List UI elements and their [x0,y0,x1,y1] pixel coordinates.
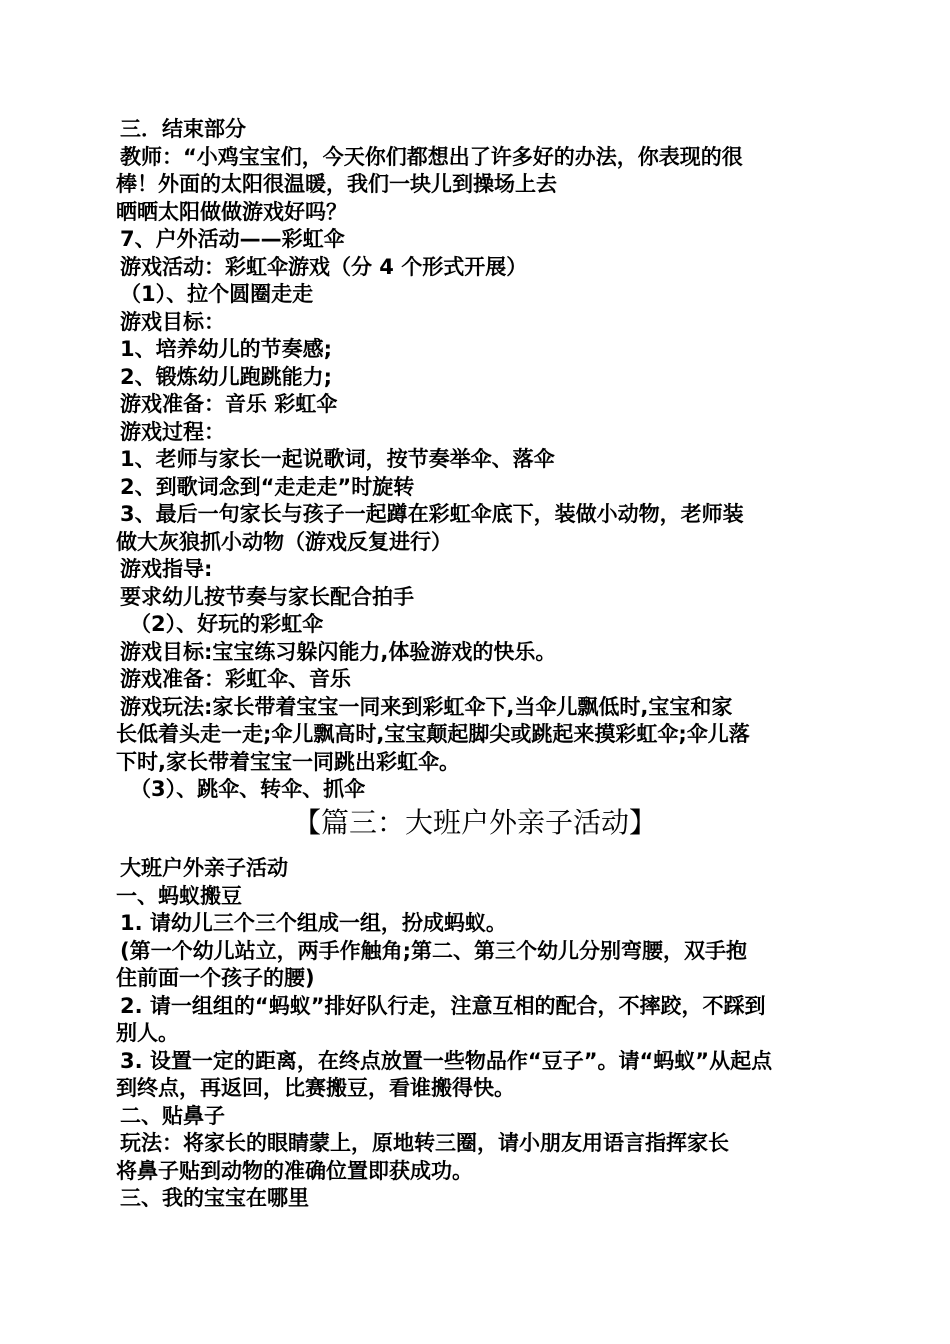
text-line: 一、蚂蚁搬豆 [116,883,242,908]
text-line: 游戏准备：音乐 彩虹伞 [120,392,338,416]
section-a-text [116,116,836,804]
text-line: 1. 请幼儿三个三个组成一组，扮成蚂蚁。 [120,911,507,935]
text-line: 做大灰狼抓小动物（游戏反复进行） [116,529,452,554]
text-line: 游戏过程： [120,419,225,444]
text-line: 游戏目标:宝宝练习躲闪能力,体验游戏的快乐。 [120,639,557,664]
text-line: 将鼻子贴到动物的准确位置即获成功。 [116,1158,473,1183]
text-line: 别人。 [116,1021,179,1045]
text-line: （3）、跳伞、转伞、抓伞 [130,777,366,801]
text-line: 三、我的宝宝在哪里 [120,1186,309,1210]
section-b-text [116,855,836,1213]
text-line: 玩法：将家长的眼睛蒙上，原地转三圈，请小朋友用语言指挥家长 [120,1131,729,1155]
text-line: 住前面一个孩子的腰) [116,966,315,990]
text-line: 三．结束部分 [120,117,246,141]
text-line: （2）、好玩的彩虹伞 [130,612,324,636]
text-line: 游戏指导: [120,557,213,581]
text-line: 二、贴鼻子 [120,1103,225,1128]
text-line: 2、到歌词念到“走走走”时旋转 [120,474,415,499]
text-line: 棒！外面的太阳很温暖，我们一块儿到操场上去 [116,172,557,196]
text-line: 游戏活动：彩虹伞游戏（分 4 个形式开展） [120,254,528,279]
text-line: 长低着头走一走;伞儿飘高时,宝宝颠起脚尖或跳起来摸彩虹伞;伞儿落 [116,722,750,746]
text-line: 要求幼儿按节奏与家长配合拍手 [120,584,414,609]
text-line: 下时,家长带着宝宝一同跳出彩虹伞。 [116,749,460,774]
text-line: 1、老师与家长一起说歌词，按节奏举伞、落伞 [120,447,555,471]
text-line: 晒晒太阳做做游戏好吗？ [116,199,347,224]
text-line: 到终点，再返回，比赛搬豆，看谁搬得快。 [116,1076,515,1100]
text-line: 3、最后一句家长与孩子一起蹲在彩虹伞底下，装做小动物，老师装 [120,502,744,526]
text-line: 7、户外活动——彩虹伞 [120,227,345,251]
text-line: 2. 请一组组的“蚂蚁”排好队行走，注意互相的配合，不摔跤，不踩到 [120,993,766,1018]
text-line: 游戏玩法:家长带着宝宝一同来到彩虹伞下,当伞儿飘低时,宝宝和家 [120,694,733,719]
section-heading: 【篇三：大班户外亲子活动】 [292,806,657,839]
text-line: (第一个幼儿站立，两手作触角;第二、第三个幼儿分别弯腰，双手抱 [120,938,747,963]
text-line: 1、培养幼儿的节奏感; [120,337,333,361]
text-line: 大班户外亲子活动 [120,856,288,880]
text-line: 游戏准备：彩虹伞、音乐 [120,667,351,691]
text-line: 3. 设置一定的距离，在终点放置一些物品作“豆子”。请“蚂蚁”从起点 [120,1048,773,1073]
text-line: （1）、拉个圆圈走走 [120,282,314,306]
text-line: 教师：“小鸡宝宝们，今天你们都想出了许多好的办法，你表现的很 [120,144,743,169]
text-line: 游戏目标： [120,309,225,334]
text-line: 2、锻炼幼儿跑跳能力; [120,364,333,389]
